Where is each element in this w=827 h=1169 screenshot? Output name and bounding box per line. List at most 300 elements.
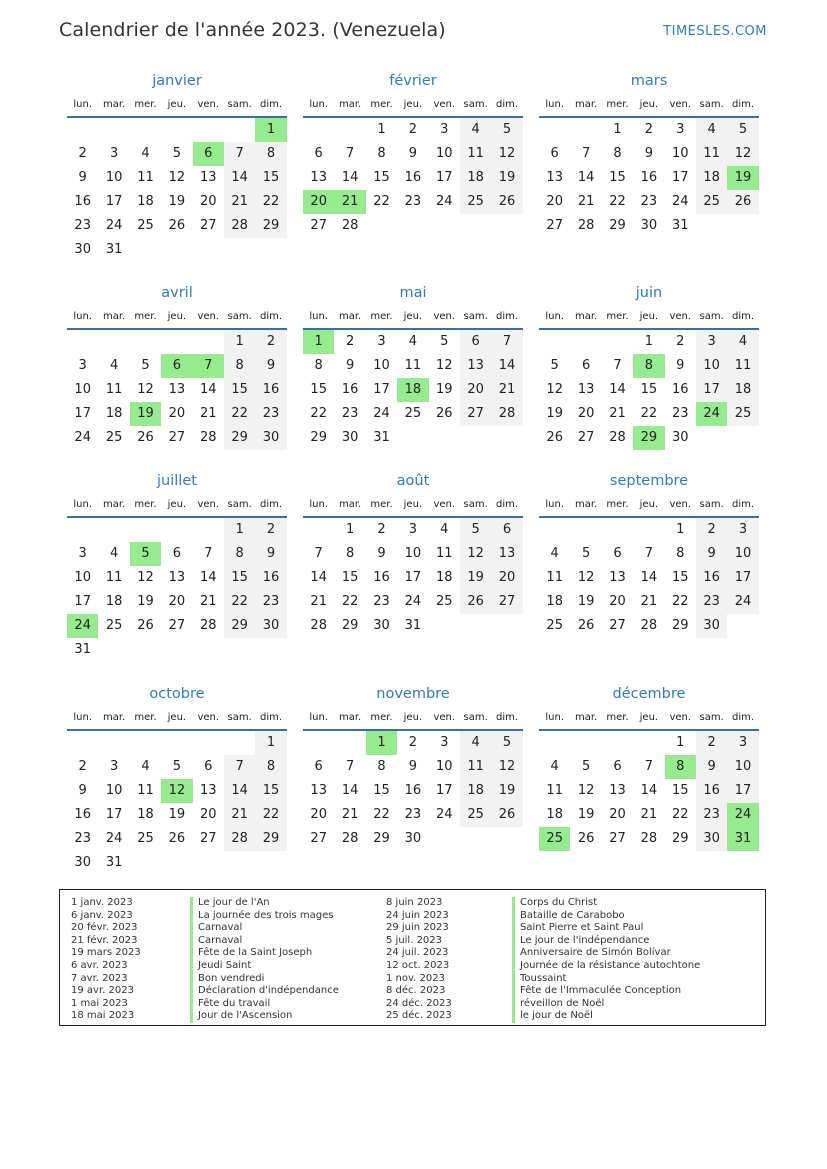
day-cell: 22 — [671, 807, 689, 822]
day-grid — [303, 731, 523, 851]
weekday-label: dim. — [260, 499, 283, 510]
month-9 — [67, 685, 287, 875]
day-cell: 22 — [310, 406, 327, 421]
day-cell: 1 — [613, 122, 622, 137]
day-cell: 13 — [199, 170, 217, 185]
day-cell: 8 — [255, 142, 286, 166]
legend-holiday-name: le jour de Noël — [512, 1010, 700, 1023]
day-cell: 10 — [404, 546, 422, 561]
day-cell: 17 — [671, 170, 689, 185]
empty-cell — [570, 118, 601, 142]
day-cell: 2 — [377, 522, 386, 537]
day-cell: 13 — [609, 570, 626, 585]
day-cell: 22 — [373, 807, 390, 822]
day-cell: 11 — [546, 570, 563, 585]
legend-holiday-name: Le jour de l'indépendance — [512, 935, 700, 948]
weekday-label: lun. — [545, 99, 565, 110]
day-cell: 23 — [341, 406, 359, 421]
day-cell: 11 — [105, 570, 123, 585]
day-cell: 18 — [546, 807, 563, 822]
day-cell: 17 — [435, 783, 453, 798]
weekday-label: ven. — [669, 712, 692, 723]
day-cell: 8 — [345, 546, 355, 561]
weekday-header — [539, 311, 759, 328]
empty-cell — [98, 330, 129, 354]
day-cell: 10 — [727, 755, 758, 779]
day-cell: 11 — [460, 142, 491, 166]
day-cell: 19 — [491, 166, 522, 190]
weekday-label: jeu. — [167, 311, 187, 322]
legend-date: 1 mai 2023 — [71, 997, 128, 1009]
day-cell: 22 — [609, 194, 626, 209]
weekday-label: mer. — [134, 99, 157, 110]
holiday-day-cell: 19 — [130, 402, 161, 426]
day-cell: 1 — [224, 518, 255, 542]
day-cell: 24 — [105, 831, 123, 846]
empty-cell — [303, 731, 334, 755]
day-cell: 4 — [727, 330, 758, 354]
day-cell: 28 — [310, 618, 327, 633]
brand-link[interactable]: TIMESLES.COM — [663, 24, 767, 39]
day-cell: 10 — [105, 170, 123, 185]
day-cell: 6 — [613, 546, 622, 561]
weekday-label: mar. — [338, 712, 362, 723]
day-cell: 19 — [577, 594, 595, 609]
day-cell: 7 — [314, 546, 323, 561]
day-cell: 4 — [141, 759, 150, 774]
day-cell: 27 — [310, 831, 327, 846]
day-cell: 14 — [224, 779, 255, 803]
day-cell: 12 — [577, 570, 595, 585]
day-cell: 30 — [404, 831, 422, 846]
empty-cell — [98, 118, 129, 142]
day-grid — [67, 118, 287, 262]
day-cell: 16 — [74, 194, 91, 209]
day-cell: 15 — [671, 570, 689, 585]
day-cell: 10 — [435, 759, 453, 774]
day-cell: 27 — [577, 430, 595, 445]
weekday-label: jeu. — [639, 99, 659, 110]
day-cell: 27 — [199, 831, 217, 846]
weekday-label: mer. — [606, 712, 629, 723]
day-cell: 21 — [224, 803, 255, 827]
empty-cell — [161, 118, 192, 142]
day-cell: 24 — [435, 807, 453, 822]
day-cell: 28 — [199, 430, 217, 445]
holiday-day-cell: 20 — [303, 190, 334, 214]
legend-holiday-name: Bon vendredi — [190, 973, 339, 986]
day-cell: 17 — [435, 170, 453, 185]
weekday-label: mar. — [338, 311, 362, 322]
day-cell: 21 — [577, 194, 595, 209]
day-cell: 18 — [460, 166, 491, 190]
day-cell: 10 — [373, 358, 390, 373]
legend-names-col-1 — [190, 897, 339, 1023]
weekday-label: mar. — [338, 99, 362, 110]
empty-cell — [193, 330, 224, 354]
day-cell: 25 — [460, 803, 491, 827]
day-cell: 14 — [640, 570, 658, 585]
day-cell: 5 — [491, 731, 522, 755]
empty-cell — [193, 118, 224, 142]
day-cell: 17 — [373, 382, 390, 397]
day-cell: 6 — [613, 759, 622, 774]
day-cell: 17 — [404, 570, 422, 585]
day-cell: 28 — [224, 827, 255, 851]
weekday-label: mar. — [102, 712, 126, 723]
holiday-day-cell: 21 — [334, 190, 365, 214]
legend-names-col-2 — [512, 897, 700, 1023]
holiday-day-cell: 24 — [696, 402, 727, 426]
day-cell: 17 — [105, 194, 123, 209]
month-1 — [303, 72, 523, 238]
day-cell: 18 — [105, 406, 123, 421]
day-cell: 9 — [408, 759, 417, 774]
legend-date: 19 mars 2023 — [71, 947, 141, 959]
legend-holiday-name: Bataille de Carabobo — [512, 910, 700, 923]
weekday-header — [67, 712, 287, 729]
month-0 — [67, 72, 287, 262]
day-cell: 9 — [345, 358, 355, 373]
legend-date: 24 juin 2023 — [386, 909, 449, 921]
day-cell: 19 — [168, 807, 186, 822]
day-cell: 4 — [141, 146, 150, 161]
day-cell: 7 — [224, 755, 255, 779]
holiday-day-cell: 24 — [727, 803, 758, 827]
day-cell: 25 — [105, 430, 123, 445]
legend-date: 6 janv. 2023 — [71, 909, 133, 921]
month-7 — [303, 472, 523, 638]
empty-cell — [602, 330, 633, 354]
day-cell: 13 — [310, 783, 327, 798]
weekday-label: dim. — [732, 712, 755, 723]
weekday-label: ven. — [197, 499, 220, 510]
legend-date: 20 févr. 2023 — [71, 922, 138, 934]
day-cell: 28 — [640, 831, 658, 846]
day-cell: 19 — [491, 779, 522, 803]
day-cell: 4 — [109, 358, 119, 373]
day-cell: 20 — [609, 594, 626, 609]
weekday-label: dim. — [732, 99, 755, 110]
month-name: août — [396, 473, 430, 489]
weekday-label: ven. — [197, 99, 220, 110]
day-cell: 31 — [404, 618, 422, 633]
day-cell: 31 — [105, 855, 123, 870]
legend-date: 1 janv. 2023 — [71, 897, 133, 908]
month-name: octobre — [149, 686, 205, 702]
day-cell: 20 — [199, 194, 217, 209]
legend-holiday-name: Carnaval — [190, 922, 339, 935]
day-cell: 20 — [577, 406, 595, 421]
day-cell: 25 — [137, 218, 154, 233]
empty-cell — [130, 118, 161, 142]
day-cell: 11 — [137, 783, 154, 798]
day-grid — [303, 330, 523, 450]
weekday-label: jeu. — [167, 99, 187, 110]
day-cell: 15 — [609, 170, 626, 185]
day-cell: 5 — [727, 118, 758, 142]
legend-date: 18 mai 2023 — [71, 1010, 135, 1022]
weekday-label: mer. — [134, 499, 157, 510]
day-cell: 29 — [373, 831, 390, 846]
day-cell: 26 — [546, 430, 563, 445]
weekday-label: mar. — [102, 99, 126, 110]
legend-holiday-name: Jour de l'Ascension — [190, 1010, 339, 1023]
empty-cell — [633, 518, 664, 542]
holiday-day-cell: 25 — [539, 827, 570, 851]
day-cell: 2 — [255, 330, 286, 354]
month-name: novembre — [376, 686, 450, 702]
holiday-day-cell: 5 — [130, 542, 161, 566]
empty-cell — [570, 731, 601, 755]
legend-holiday-name: Le jour de l'An — [190, 897, 339, 910]
day-cell: 8 — [224, 354, 255, 378]
weekday-header — [539, 712, 759, 729]
day-cell: 9 — [696, 542, 727, 566]
empty-cell — [67, 731, 98, 755]
day-cell: 19 — [168, 194, 186, 209]
day-cell: 1 — [345, 522, 355, 537]
month-name: mars — [630, 73, 668, 89]
day-cell: 9 — [644, 146, 653, 161]
empty-cell — [539, 118, 570, 142]
day-cell: 16 — [696, 779, 727, 803]
weekday-label: dim. — [732, 311, 755, 322]
day-cell: 26 — [491, 190, 522, 214]
legend-holiday-name: Corps du Christ — [512, 897, 700, 910]
weekday-label: sam. — [227, 99, 252, 110]
day-cell: 16 — [671, 382, 689, 397]
day-cell: 23 — [74, 831, 91, 846]
weekday-label: mar. — [338, 499, 362, 510]
day-cell: 5 — [440, 334, 449, 349]
day-cell: 2 — [408, 122, 417, 137]
day-cell: 5 — [460, 518, 491, 542]
day-cell: 13 — [577, 382, 595, 397]
holiday-day-cell: 1 — [303, 330, 334, 354]
day-cell: 23 — [255, 402, 286, 426]
day-cell: 30 — [640, 218, 658, 233]
weekday-label: dim. — [496, 99, 519, 110]
month-name: mai — [399, 285, 427, 301]
day-grid — [67, 330, 287, 450]
day-cell: 27 — [310, 218, 327, 233]
day-cell: 8 — [377, 146, 386, 161]
day-cell: 3 — [78, 546, 87, 561]
day-grid — [539, 118, 759, 238]
day-cell: 26 — [577, 831, 595, 846]
day-cell: 9 — [255, 354, 286, 378]
day-cell: 6 — [172, 546, 181, 561]
day-cell: 16 — [74, 807, 91, 822]
day-cell: 25 — [105, 618, 123, 633]
day-cell: 20 — [491, 566, 522, 590]
day-cell: 20 — [199, 807, 217, 822]
day-cell: 27 — [199, 218, 217, 233]
legend-holiday-name: Jeudi Saint — [190, 960, 339, 973]
day-cell: 21 — [224, 190, 255, 214]
day-cell: 10 — [74, 570, 91, 585]
weekday-label: lun. — [73, 712, 93, 723]
day-cell: 6 — [314, 146, 323, 161]
weekday-label: mer. — [134, 712, 157, 723]
day-cell: 30 — [696, 827, 727, 851]
day-cell: 30 — [74, 855, 91, 870]
day-cell: 2 — [408, 735, 417, 750]
empty-cell — [539, 518, 570, 542]
day-cell: 26 — [435, 406, 453, 421]
empty-cell — [334, 118, 365, 142]
weekday-header — [303, 99, 523, 116]
empty-cell — [67, 330, 98, 354]
day-cell: 15 — [224, 378, 255, 402]
day-cell: 27 — [460, 402, 491, 426]
weekday-label: lun. — [73, 99, 93, 110]
day-cell: 30 — [341, 430, 359, 445]
day-cell: 28 — [341, 831, 359, 846]
day-cell: 28 — [640, 618, 658, 633]
day-cell: 15 — [373, 783, 390, 798]
day-cell: 29 — [671, 831, 689, 846]
day-cell: 30 — [255, 614, 286, 638]
day-cell: 6 — [460, 330, 491, 354]
weekday-label: jeu. — [167, 712, 187, 723]
day-cell: 23 — [373, 594, 390, 609]
day-cell: 4 — [550, 546, 559, 561]
day-cell: 28 — [224, 214, 255, 238]
legend-date: 8 déc. 2023 — [386, 985, 446, 997]
month-6 — [67, 472, 287, 662]
day-cell: 12 — [168, 170, 186, 185]
day-cell: 12 — [435, 358, 453, 373]
legend-date: 24 déc. 2023 — [386, 997, 452, 1009]
day-cell: 22 — [224, 590, 255, 614]
weekday-label: dim. — [260, 712, 283, 723]
day-cell: 22 — [671, 594, 689, 609]
day-cell: 25 — [404, 406, 422, 421]
day-cell: 23 — [255, 590, 286, 614]
day-cell: 28 — [341, 218, 359, 233]
day-cell: 11 — [105, 382, 123, 397]
day-cell: 3 — [109, 759, 119, 774]
legend-date: 1 nov. 2023 — [386, 972, 445, 984]
day-cell: 14 — [341, 783, 359, 798]
day-cell: 3 — [727, 518, 758, 542]
day-cell: 2 — [255, 518, 286, 542]
day-cell: 14 — [224, 166, 255, 190]
day-cell: 23 — [404, 194, 422, 209]
day-cell: 16 — [255, 378, 286, 402]
weekday-label: sam. — [463, 712, 488, 723]
weekday-label: mer. — [370, 712, 393, 723]
day-cell: 1 — [676, 522, 685, 537]
day-cell: 9 — [408, 146, 417, 161]
weekday-header — [539, 499, 759, 516]
weekday-header — [539, 99, 759, 116]
day-cell: 3 — [109, 146, 119, 161]
day-cell: 10 — [696, 354, 727, 378]
day-cell: 2 — [696, 731, 727, 755]
day-grid — [539, 731, 759, 851]
day-cell: 31 — [105, 242, 123, 257]
day-cell: 14 — [199, 382, 217, 397]
empty-cell — [161, 731, 192, 755]
day-cell: 10 — [727, 542, 758, 566]
day-cell: 12 — [546, 382, 563, 397]
day-cell: 17 — [74, 406, 91, 421]
empty-cell — [570, 518, 601, 542]
day-cell: 20 — [310, 807, 327, 822]
month-name: décembre — [612, 686, 686, 702]
day-cell: 2 — [78, 146, 87, 161]
holiday-day-cell: 31 — [727, 827, 758, 851]
day-cell: 29 — [609, 218, 626, 233]
weekday-label: mer. — [606, 499, 629, 510]
empty-cell — [161, 330, 192, 354]
day-cell: 2 — [696, 518, 727, 542]
day-cell: 20 — [168, 594, 186, 609]
holiday-day-cell: 7 — [193, 354, 224, 378]
day-grid — [539, 518, 759, 638]
weekday-label: jeu. — [403, 499, 423, 510]
day-cell: 11 — [435, 546, 453, 561]
day-grid — [539, 330, 759, 450]
day-cell: 16 — [404, 783, 422, 798]
day-cell: 25 — [137, 831, 154, 846]
day-grid — [303, 118, 523, 238]
day-cell: 14 — [199, 570, 217, 585]
day-cell: 29 — [255, 827, 286, 851]
empty-cell — [539, 731, 570, 755]
weekday-label: jeu. — [639, 311, 659, 322]
weekday-header — [303, 499, 523, 516]
day-cell: 23 — [640, 194, 658, 209]
day-cell: 14 — [640, 783, 658, 798]
day-cell: 7 — [613, 358, 622, 373]
day-cell: 29 — [224, 614, 255, 638]
legend-holiday-name: Fête de l'Immaculée Conception — [512, 985, 700, 998]
day-cell: 15 — [255, 166, 286, 190]
empty-cell — [602, 731, 633, 755]
day-cell: 1 — [377, 122, 386, 137]
day-cell: 11 — [696, 142, 727, 166]
weekday-label: mer. — [134, 311, 157, 322]
day-cell: 14 — [577, 170, 595, 185]
legend-date: 29 juin 2023 — [386, 922, 449, 934]
day-cell: 13 — [546, 170, 563, 185]
day-cell: 27 — [168, 618, 186, 633]
day-cell: 15 — [341, 570, 359, 585]
day-cell: 24 — [373, 406, 390, 421]
legend-dates-col-1 — [71, 897, 141, 1023]
day-cell: 19 — [460, 566, 491, 590]
legend-holiday-name: Saint Pierre et Saint Paul — [512, 922, 700, 935]
month-10 — [303, 685, 523, 851]
day-cell: 21 — [341, 807, 359, 822]
weekday-label: lun. — [309, 99, 329, 110]
weekday-header — [303, 712, 523, 729]
day-cell: 7 — [345, 759, 355, 774]
weekday-label: mar. — [102, 311, 126, 322]
holiday-day-cell: 12 — [161, 779, 192, 803]
day-cell: 22 — [224, 402, 255, 426]
weekday-header — [67, 311, 287, 328]
day-cell: 31 — [74, 642, 91, 657]
day-cell: 19 — [577, 807, 595, 822]
day-cell: 3 — [727, 731, 758, 755]
day-cell: 3 — [377, 334, 386, 349]
day-cell: 7 — [491, 330, 522, 354]
